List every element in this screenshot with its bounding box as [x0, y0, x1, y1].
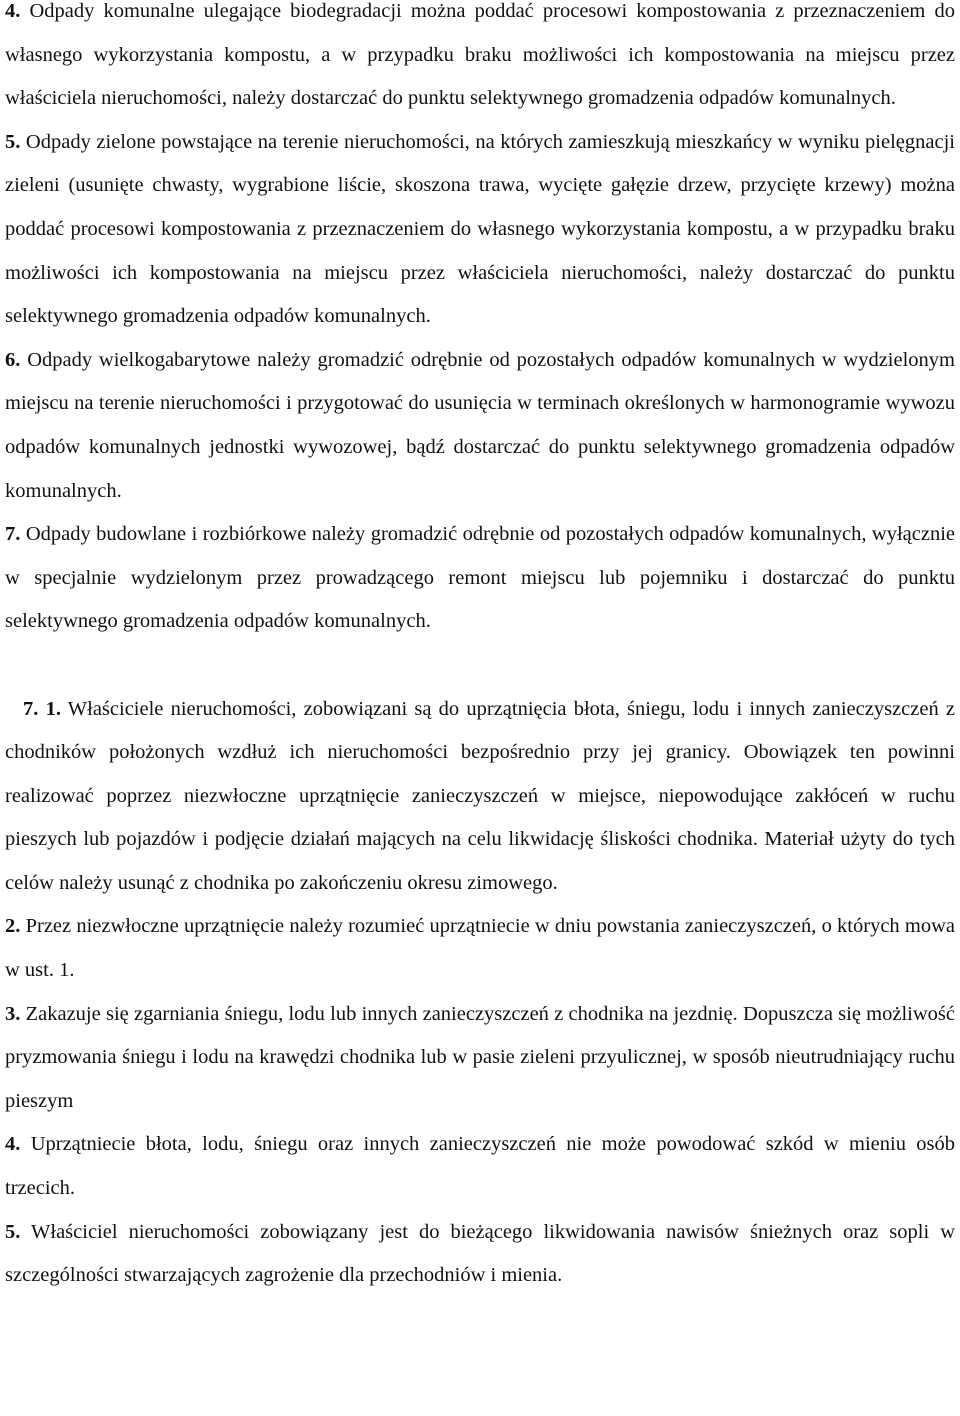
paragraph-4: [5, 0, 955, 121]
paragraph-number: 5.: [5, 130, 21, 153]
section-7-paragraph-2: [5, 905, 955, 992]
document-page: [5, 0, 955, 1298]
paragraph-number: 4.: [5, 0, 21, 22]
paragraph-text: Zakazuje się zgarniania śniegu, lodu lub innych zanieczyszczeń z chodnika na jezdnię. Dopuszcza się możliwość pryzmowania śniegu i lodu na krawędzi chodnika lub w pasie zieleni przyulicznej, w sposób nieutrudniający ruchu pieszym: [5, 1002, 955, 1112]
section-7-paragraph-1: [5, 688, 955, 906]
paragraph-6: [5, 339, 955, 513]
paragraph-number: 7.: [5, 523, 21, 546]
paragraph-text: Właściciele nieruchomości, zobowiązani są do uprzątnięcia błota, śniegu, lodu i innych zanieczyszczeń z chodników położonych wzdłuż ich nieruchomości bezpośrednio przy jej granicy. Obowiązek ten powinni realizować poprzez niezwłoczne uprzątnięcie zanieczyszczeń w miejsce, niepowodujące zakłóceń w ruchu pieszych lub pojazdów i podjęcie działań mających na celu likwidację śliskości chodnika. Materiał użyty do tych celów należy usunąć z chodnika po zakończeniu okresu zimowego.: [5, 697, 956, 894]
section-7-paragraph-5: [5, 1211, 955, 1298]
section-7-paragraph-4: [5, 1123, 955, 1210]
paragraph-text: Odpady wielkogabarytowe należy gromadzić odrębnie od pozostałych odpadów komunalnych w wydzielonym miejscu na terenie nieruchomości i przygotować do usunięcia w terminach określonych w harmonogramie wywozu odpadów komunalnych jednostki wywozowej, bądź dostarczać do punktu selektywnego gromadzenia odpadów komunalnych.: [5, 348, 955, 502]
paragraph-number: 5.: [5, 1220, 21, 1243]
paragraph-text: Odpady zielone powstające na terenie nieruchomości, na których zamieszkują mieszkańcy w wyniku pielęgnacji zieleni (usunięte chwasty, wygrabione liście, skoszona trawa, wycięte gałęzie drzew, przycięte krzewy) można poddać procesowi kompostowania z przeznaczeniem do własnego wykorzystania kompostu, a w przypadku braku możliwości ich kompostowania na miejscu przez właściciela nieruchomości, należy dostarczać do punktu selektywnego gromadzenia odpadów komunalnych.: [5, 130, 955, 328]
paragraph-number: 4.: [5, 1133, 21, 1156]
paragraph-5: [5, 121, 955, 339]
paragraph-text: Odpady komunalne ulegające biodegradacji można poddać procesowi kompostowania z przeznaczeniem do własnego wykorzystania kompostu, a w przypadku braku możliwości ich kompostowania na miejscu przez właściciela nieruchomości, należy dostarczać do punktu selektywnego gromadzenia odpadów komunalnych.: [5, 0, 955, 110]
paragraph-text: Odpady budowlane i rozbiórkowe należy gromadzić odrębnie od pozostałych odpadów komunalnych, wyłącznie w specjalnie wydzielonym przez prowadzącego remont miejscu lub pojemniku i dostarczać do punktu selektywnego gromadzenia odpadów komunalnych.: [5, 523, 955, 633]
section-number: 7. 1.: [23, 697, 61, 720]
paragraph-text: Przez niezwłoczne uprzątnięcie należy rozumieć uprzątniecie w dniu powstania zanieczyszczeń, o których mowa w ust. 1.: [5, 915, 955, 982]
paragraph-text: Właściciel nieruchomości zobowiązany jest do bieżącego likwidowania nawisów śnieżnych oraz sopli w szczególności stwarzających zagrożenie dla przechodniów i mienia.: [5, 1220, 955, 1287]
paragraph-number: 2.: [5, 915, 21, 938]
paragraph-number: 3.: [5, 1002, 21, 1025]
paragraph-text: Uprzątniecie błota, lodu, śniegu oraz innych zanieczyszczeń nie może powodować szkód w mieniu osób trzecich.: [5, 1133, 955, 1200]
section-7-paragraph-3: [5, 993, 955, 1124]
section-spacer: [5, 644, 955, 688]
paragraph-number: 6.: [5, 348, 21, 371]
paragraph-7: [5, 513, 955, 644]
